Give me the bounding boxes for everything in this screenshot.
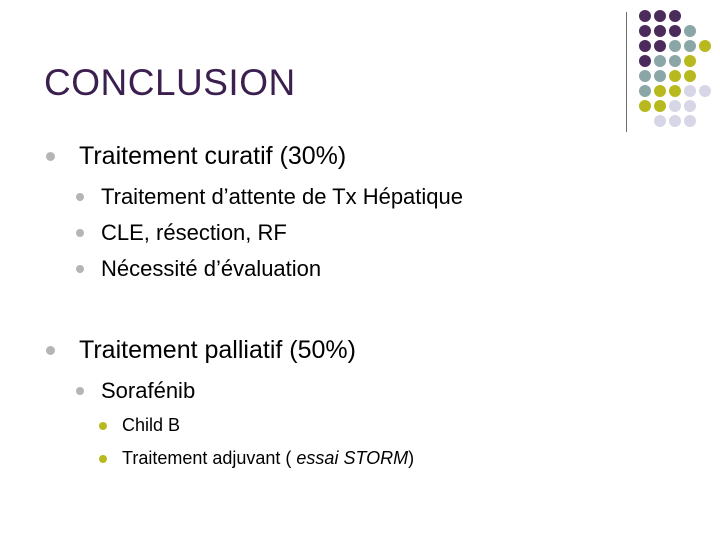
decor-dot: [684, 115, 696, 127]
decor-dot: [654, 40, 666, 52]
decor-dot: [684, 100, 696, 112]
decor-dot: [654, 85, 666, 97]
bullet-curatif-text: Traitement curatif (30%): [79, 142, 347, 170]
sub-bullet-cle: [76, 220, 287, 246]
bullet-dot-icon: [99, 422, 107, 430]
decor-dot: [639, 100, 651, 112]
sub-sub-bullet-child: [99, 415, 180, 436]
decor-dot: [639, 10, 651, 22]
sub-sub-bullet-text: Child B: [122, 415, 181, 435]
decor-dot: [669, 10, 681, 22]
decor-dot: [669, 40, 681, 52]
sub-sub-bullet-adjuvant: [99, 448, 414, 469]
adjuvant-prefix: Traitement adjuvant (: [122, 448, 292, 468]
sub-bullet-attente: [76, 184, 463, 210]
decor-dot: [684, 25, 696, 37]
decor-dot: [669, 85, 681, 97]
decor-dot: [669, 100, 681, 112]
sub-bullet-sorafenib: [76, 378, 195, 404]
decor-dot: [639, 40, 651, 52]
decor-dot: [669, 25, 681, 37]
adjuvant-italic: essai STORM: [291, 448, 409, 468]
bullet-dot-icon: [76, 387, 84, 395]
sub-bullet-text: Sorafénib: [101, 378, 196, 403]
bullet-palliatif: [46, 336, 356, 365]
decor-dot: [684, 70, 696, 82]
sub-bullet-text: Nécessité d’évaluation: [101, 256, 322, 281]
decor-dot: [654, 25, 666, 37]
bullet-dot-icon: [76, 229, 84, 237]
decor-dot: [684, 40, 696, 52]
bullet-dot-icon: [99, 455, 107, 463]
adjuvant-suffix: ): [408, 448, 415, 468]
decor-dot: [654, 70, 666, 82]
bullet-dot-icon: [46, 152, 55, 161]
decor-dot: [639, 70, 651, 82]
decor-dot: [669, 55, 681, 67]
decor-dot: [639, 55, 651, 67]
bullet-dot-icon: [76, 193, 84, 201]
sub-bullet-evaluation: [76, 256, 321, 282]
decor-dot: [639, 25, 651, 37]
bullet-dot-icon: [76, 265, 84, 273]
bullet-curatif: [46, 142, 346, 171]
decor-dot: [654, 10, 666, 22]
sub-sub-bullet-text: [122, 448, 414, 469]
decor-dot: [699, 40, 711, 52]
decor-dot: [699, 85, 711, 97]
decor-dot: [684, 55, 696, 67]
bullet-dot-icon: [46, 346, 55, 355]
decor-dot: [639, 85, 651, 97]
sub-bullet-text: Traitement d’attente de Tx Hépatique: [101, 184, 463, 209]
decor-dot: [684, 85, 696, 97]
decor-dot: [654, 100, 666, 112]
decor-dot: [654, 55, 666, 67]
slide-title: CONCLUSION: [44, 62, 296, 103]
decor-dot: [669, 70, 681, 82]
decorative-divider-line: [626, 12, 627, 132]
sub-bullet-text: CLE, résection, RF: [101, 220, 287, 245]
decor-dot: [669, 115, 681, 127]
bullet-palliatif-text: Traitement palliatif (50%): [79, 336, 356, 364]
decor-dot: [654, 115, 666, 127]
